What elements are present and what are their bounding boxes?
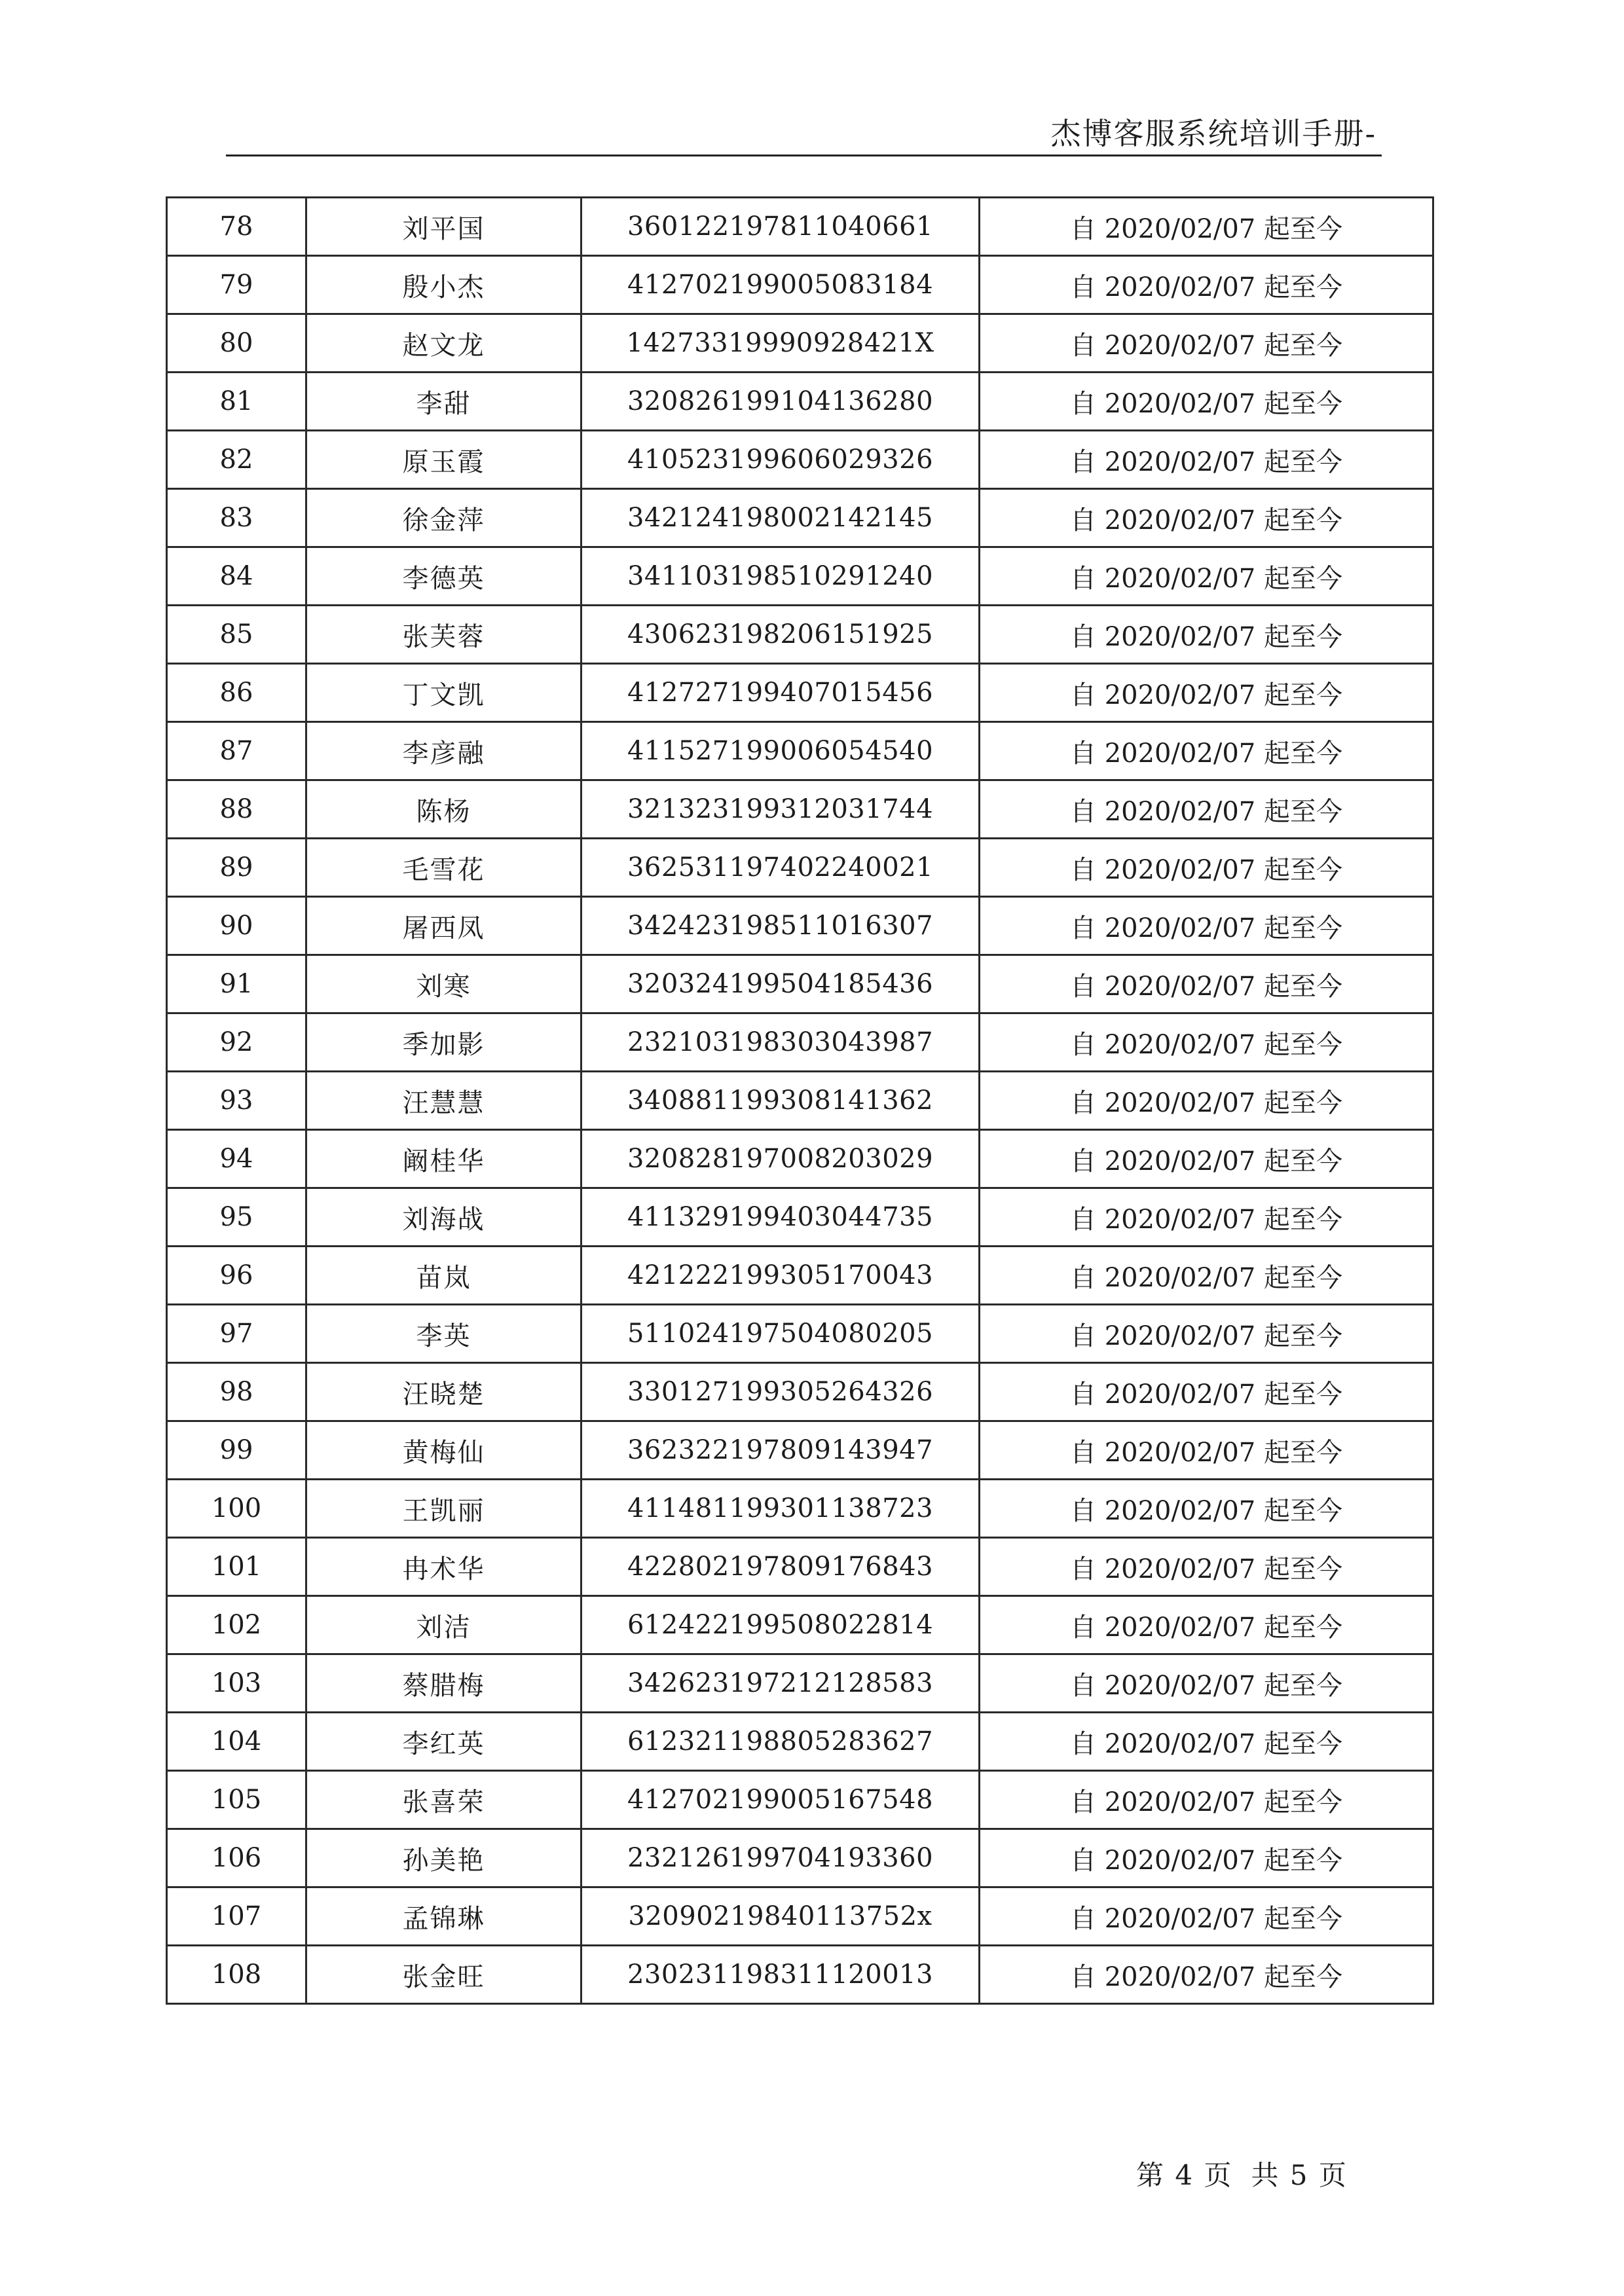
period-cell: 自 2020/02/07 起至今 [980,1538,1433,1596]
period-cell: 自 2020/02/07 起至今 [980,1946,1433,2004]
id-number-cell: 511024197504080205 [581,1305,980,1363]
id-number-cell: 320324199504185436 [581,955,980,1013]
name-cell: 蔡腊梅 [306,1654,581,1713]
name-cell: 刘洁 [306,1596,581,1654]
period-cell: 自 2020/02/07 起至今 [980,955,1433,1013]
id-number-cell: 612321198805283627 [581,1713,980,1771]
row-number-cell: 83 [167,489,306,547]
period-cell: 自 2020/02/07 起至今 [980,839,1433,897]
id-number-cell: 360122197811040661 [581,198,980,256]
id-number-cell: 612422199508022814 [581,1596,980,1654]
table-row [167,897,1433,955]
name-cell: 原玉霞 [306,431,581,489]
row-number-cell: 96 [167,1247,306,1305]
id-number-cell: 410523199606029326 [581,431,980,489]
table-row [167,1887,1433,1946]
table-row [167,489,1433,547]
period-cell: 自 2020/02/07 起至今 [980,1305,1433,1363]
header-divider [226,155,1382,156]
table-row [167,1596,1433,1654]
name-cell: 刘海战 [306,1188,581,1247]
table-row [167,1013,1433,1072]
table-row [167,955,1433,1013]
name-cell: 孟锦琳 [306,1887,581,1946]
table-row [167,722,1433,780]
name-cell: 屠西凤 [306,897,581,955]
id-number-cell: 430623198206151925 [581,606,980,664]
id-number-cell: 422802197809176843 [581,1538,980,1596]
name-cell: 殷小杰 [306,256,581,314]
table-row [167,431,1433,489]
table-row [167,1946,1433,2004]
period-cell: 自 2020/02/07 起至今 [980,256,1433,314]
table-row [167,1538,1433,1596]
page-footer [1136,2154,1348,2193]
id-number-cell: 362322197809143947 [581,1421,980,1480]
row-number-cell: 102 [167,1596,306,1654]
period-cell: 自 2020/02/07 起至今 [980,1480,1433,1538]
id-number-cell: 232103198303043987 [581,1013,980,1072]
name-cell: 毛雪花 [306,839,581,897]
page-header-title: 杰博客服系统培训手册- [1050,116,1376,151]
row-number-cell: 107 [167,1887,306,1946]
id-number-cell: 341103198510291240 [581,547,980,606]
id-number-cell: 14273319990928421X [581,314,980,373]
id-number-cell: 230231198311120013 [581,1946,980,2004]
name-cell: 阚桂华 [306,1130,581,1188]
row-number-cell: 101 [167,1538,306,1596]
name-cell: 李甜 [306,373,581,431]
table-row [167,1421,1433,1480]
row-number-cell: 99 [167,1421,306,1480]
name-cell: 黄梅仙 [306,1421,581,1480]
id-number-cell: 342623197212128583 [581,1654,980,1713]
row-number-cell: 95 [167,1188,306,1247]
name-cell: 徐金萍 [306,489,581,547]
id-number-cell: 412727199407015456 [581,664,980,722]
id-number-cell: 411329199403044735 [581,1188,980,1247]
table-row [167,780,1433,839]
table-row [167,606,1433,664]
period-cell: 自 2020/02/07 起至今 [980,1829,1433,1887]
period-cell: 自 2020/02/07 起至今 [980,664,1433,722]
table-row [167,1247,1433,1305]
id-number-cell: 342423198511016307 [581,897,980,955]
id-number-cell: 320828197008203029 [581,1130,980,1188]
name-cell: 王凯丽 [306,1480,581,1538]
row-number-cell: 91 [167,955,306,1013]
table-row [167,1829,1433,1887]
row-number-cell: 89 [167,839,306,897]
table-row [167,547,1433,606]
name-cell: 刘平国 [306,198,581,256]
period-cell: 自 2020/02/07 起至今 [980,606,1433,664]
row-number-cell: 87 [167,722,306,780]
table-row [167,1130,1433,1188]
row-number-cell: 82 [167,431,306,489]
period-cell: 自 2020/02/07 起至今 [980,897,1433,955]
table-row [167,373,1433,431]
id-number-cell: 411481199301138723 [581,1480,980,1538]
row-number-cell: 108 [167,1946,306,2004]
page-total: 共 5 页 [1251,2159,1348,2191]
name-cell: 李英 [306,1305,581,1363]
period-cell: 自 2020/02/07 起至今 [980,1072,1433,1130]
period-cell: 自 2020/02/07 起至今 [980,1771,1433,1829]
name-cell: 赵文龙 [306,314,581,373]
id-number-cell: 412702199005167548 [581,1771,980,1829]
period-cell: 自 2020/02/07 起至今 [980,1188,1433,1247]
row-number-cell: 78 [167,198,306,256]
row-number-cell: 85 [167,606,306,664]
row-number-cell: 90 [167,897,306,955]
name-cell: 苗岚 [306,1247,581,1305]
name-cell: 孙美艳 [306,1829,581,1887]
table-row [167,1654,1433,1713]
row-number-cell: 80 [167,314,306,373]
id-number-cell: 421222199305170043 [581,1247,980,1305]
roster-table-body [167,198,1433,2004]
period-cell: 自 2020/02/07 起至今 [980,314,1433,373]
row-number-cell: 100 [167,1480,306,1538]
name-cell: 李红英 [306,1713,581,1771]
id-number-cell: 340881199308141362 [581,1072,980,1130]
period-cell: 自 2020/02/07 起至今 [980,1013,1433,1072]
name-cell: 汪晓楚 [306,1363,581,1421]
row-number-cell: 93 [167,1072,306,1130]
table-row [167,314,1433,373]
period-cell: 自 2020/02/07 起至今 [980,373,1433,431]
id-number-cell: 232126199704193360 [581,1829,980,1887]
table-row [167,1305,1433,1363]
name-cell: 汪慧慧 [306,1072,581,1130]
period-cell: 自 2020/02/07 起至今 [980,431,1433,489]
id-number-cell: 411527199006054540 [581,722,980,780]
table-row [167,1363,1433,1421]
name-cell: 张芙蓉 [306,606,581,664]
name-cell: 张金旺 [306,1946,581,2004]
row-number-cell: 104 [167,1713,306,1771]
id-number-cell: 362531197402240021 [581,839,980,897]
id-number-cell: 342124198002142145 [581,489,980,547]
name-cell: 刘寒 [306,955,581,1013]
period-cell: 自 2020/02/07 起至今 [980,1421,1433,1480]
row-number-cell: 81 [167,373,306,431]
id-number-cell: 330127199305264326 [581,1363,980,1421]
table-row [167,839,1433,897]
table-row [167,256,1433,314]
table-row [167,664,1433,722]
name-cell: 李彦融 [306,722,581,780]
row-number-cell: 79 [167,256,306,314]
page-number: 第 4 页 [1136,2159,1233,2191]
period-cell: 自 2020/02/07 起至今 [980,198,1433,256]
roster-table [166,196,1434,2005]
row-number-cell: 88 [167,780,306,839]
row-number-cell: 105 [167,1771,306,1829]
period-cell: 自 2020/02/07 起至今 [980,780,1433,839]
period-cell: 自 2020/02/07 起至今 [980,1596,1433,1654]
name-cell: 季加影 [306,1013,581,1072]
row-number-cell: 86 [167,664,306,722]
period-cell: 自 2020/02/07 起至今 [980,1130,1433,1188]
name-cell: 张喜荣 [306,1771,581,1829]
table-row [167,1188,1433,1247]
table-row [167,1480,1433,1538]
period-cell: 自 2020/02/07 起至今 [980,547,1433,606]
name-cell: 陈杨 [306,780,581,839]
period-cell: 自 2020/02/07 起至今 [980,489,1433,547]
period-cell: 自 2020/02/07 起至今 [980,722,1433,780]
table-row [167,1771,1433,1829]
row-number-cell: 106 [167,1829,306,1887]
id-number-cell: 321323199312031744 [581,780,980,839]
id-number-cell: 412702199005083184 [581,256,980,314]
name-cell: 丁文凯 [306,664,581,722]
row-number-cell: 92 [167,1013,306,1072]
period-cell: 自 2020/02/07 起至今 [980,1654,1433,1713]
id-number-cell: 32090219840113752x [581,1887,980,1946]
id-number-cell: 320826199104136280 [581,373,980,431]
period-cell: 自 2020/02/07 起至今 [980,1713,1433,1771]
table-row [167,1713,1433,1771]
name-cell: 冉术华 [306,1538,581,1596]
row-number-cell: 84 [167,547,306,606]
row-number-cell: 103 [167,1654,306,1713]
row-number-cell: 94 [167,1130,306,1188]
period-cell: 自 2020/02/07 起至今 [980,1363,1433,1421]
row-number-cell: 97 [167,1305,306,1363]
period-cell: 自 2020/02/07 起至今 [980,1887,1433,1946]
period-cell: 自 2020/02/07 起至今 [980,1247,1433,1305]
table-row [167,198,1433,256]
name-cell: 李德英 [306,547,581,606]
table-row [167,1072,1433,1130]
row-number-cell: 98 [167,1363,306,1421]
